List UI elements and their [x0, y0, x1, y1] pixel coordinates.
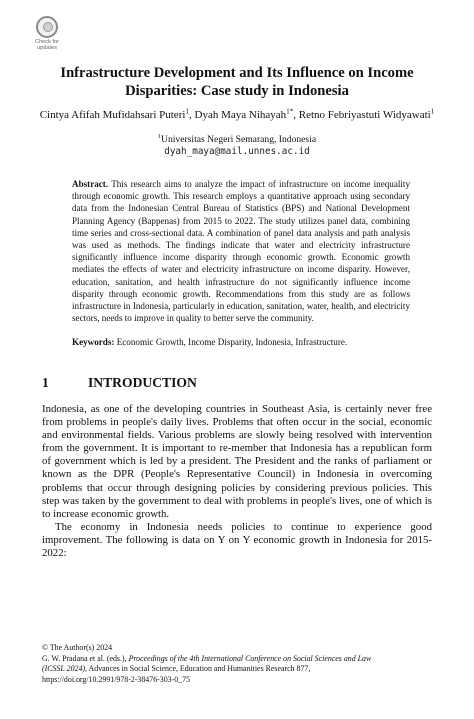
keywords-label: Keywords: — [72, 337, 115, 347]
section-number: 1 — [42, 375, 49, 390]
abstract — [72, 178, 410, 324]
author-name: Cintya Afifah Mufidahsari Puteri — [39, 109, 186, 121]
keywords — [72, 336, 410, 348]
citation-line-1 — [42, 654, 442, 665]
editors: G. W. Pradana et al. (eds.), — [42, 653, 129, 663]
body-text — [42, 403, 432, 560]
author-affil-mark: 1 — [430, 107, 435, 116]
badge-line-2: updates — [37, 45, 57, 51]
author-separator: , — [293, 109, 299, 121]
author-affil-mark: 1* — [286, 107, 294, 116]
contact-email[interactable]: dyah_maya@mail.unnes.ac.id — [164, 146, 310, 157]
section-heading — [42, 375, 197, 391]
paragraph: The economy in Indonesia needs policies to continue to experience good improvement. The following is data on Y on Y economic growth in Indonesia for 2015-2022: — [42, 520, 432, 560]
paper-title — [20, 64, 454, 100]
copyright-line: © The Author(s) 2024 — [42, 643, 113, 652]
check-for-updates-badge[interactable] — [28, 16, 66, 52]
citation-line-2 — [42, 664, 442, 675]
keywords-text: Economic Growth, Income Disparity, Indonesia, Infrastructure. — [114, 337, 348, 347]
affiliation — [20, 134, 454, 146]
paragraph: Indonesia, as one of the developing countries in Southeast Asia, is certainly never free from problems in people's daily lives. Problems that often occur in the social, economic and environmental fields. Various problems are slowly being resolved with intervention from the government. It is important to re-member that Indonesia has a republican form of government which is led by a president. The President and the ranks of parliament or known as the DPR (People's Representative Council) in Indonesia in overcoming problems that occur through designing policies by considering previous policies. This step was taken by the government to deal with problems in people's lives, one of which is to increase economic growth. — [42, 403, 432, 520]
proceedings-title: Proceedings of the 4th International Conference on Social Sciences and Law — [128, 653, 372, 663]
affiliation-mark: 1 — [157, 132, 162, 140]
author-list — [20, 108, 454, 122]
author-separator: , — [189, 109, 195, 121]
abstract-label: Abstract. — [72, 179, 109, 189]
check-for-updates-icon — [36, 16, 58, 38]
title-line-2: Disparities: Case study in Indonesia — [125, 83, 349, 99]
author-affil-mark: 1 — [185, 107, 189, 116]
section-title: INTRODUCTION — [88, 375, 197, 390]
conference-abbrev: (ICSSL 2024) — [42, 664, 86, 674]
badge-line-1: Check for — [35, 39, 59, 45]
author-name: Dyah Maya Nihayah — [194, 109, 287, 121]
title-line-1: Infrastructure Development and Its Influence on Income — [60, 65, 414, 81]
footer — [42, 643, 442, 685]
abstract-text: This research aims to analyze the impact of infrastructure on income inequality through economic growth. This research employs a quantitative approach using secondary data from the Indonesian Central Bureau of Statistics (BPS) and National Development Planning Agency (Bappenas) from 2015 to 2022. The study utilizes panel data, combining time series and cross-sectional data. A combination of panel data analysis and path analysis was used as methods. The findings indicate that water and electricity infrastructure significantly influence income disparity through economic growth. Economic growth mediates the effects of water and electricity infrastructure on income disparity. However, education, sanitation, and health infrastructure do not significantly influence income disparity through economic growth. Recommendations from this study are as follows infrastructure in Indonesia, particularly in education, sanitation, water, health, and electricity sectors, needs to improve in quality to better serve the community. — [72, 179, 410, 324]
affiliation-text: Universitas Negeri Semarang, Indonesia — [161, 134, 317, 145]
series-name: , Advances in Social Science, Education and Humanities Research 877, — [85, 664, 311, 674]
doi-link[interactable]: https://doi.org/10.2991/978-2-38476-303-0_75 — [42, 674, 191, 684]
author-name: Retno Febriyastuti Widyawati — [298, 109, 431, 121]
